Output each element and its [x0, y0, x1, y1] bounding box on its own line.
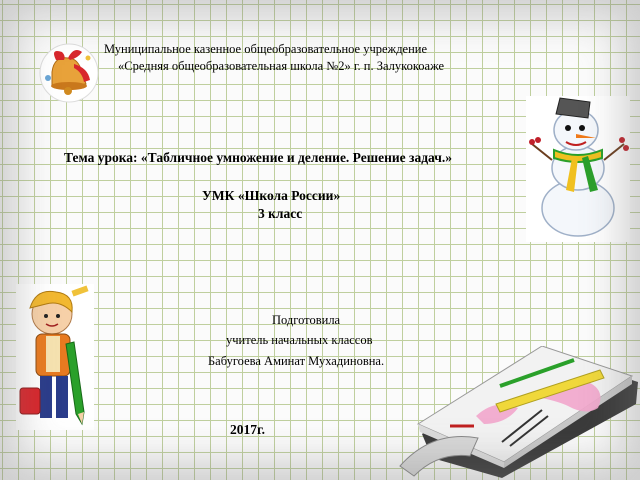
institution-line-2: «Средняя общеобразовательная школа №2» г. п. Залукокоаже — [118, 59, 445, 73]
umk-title: УМК «Школа России» — [202, 188, 341, 203]
schoolboy-icon — [16, 284, 94, 430]
author-line-3: Бабугоева Аминат Мухадиновна. — [208, 354, 385, 368]
author-line-1: Подготовила — [272, 313, 341, 327]
snowman-icon — [526, 96, 630, 242]
grade-label: 3 класс — [258, 206, 303, 221]
author-line-2: учитель начальных классов — [226, 333, 373, 347]
bell-logo-icon — [38, 42, 100, 104]
institution-line-1: Муниципальное казенное общеобразовательное учреждение — [104, 42, 428, 56]
year-label: 2017г. — [230, 422, 265, 437]
book-with-stationery-icon — [392, 346, 640, 480]
lesson-topic: Тема урока: «Табличное умножение и деление. Решение задач.» — [64, 150, 453, 165]
